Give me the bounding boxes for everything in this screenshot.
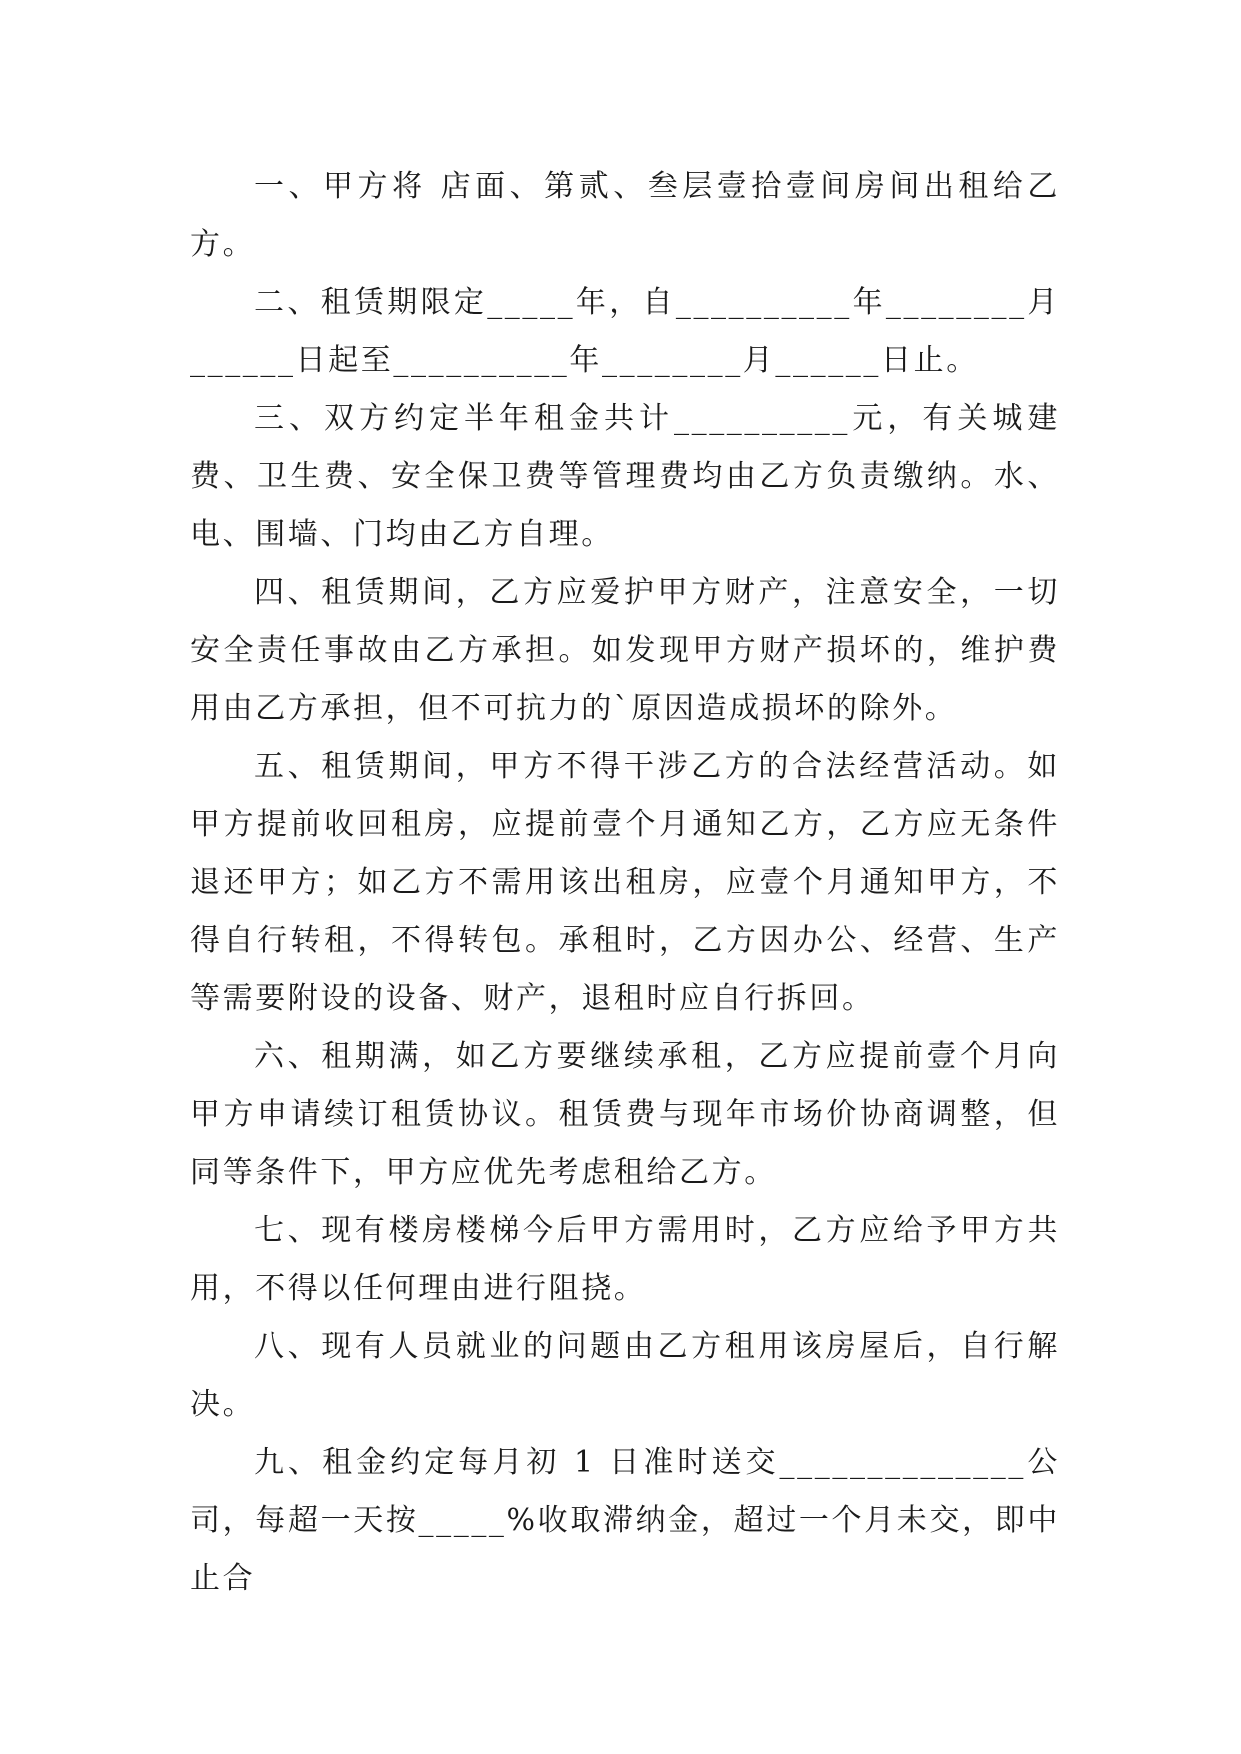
- clause-4: 四、租赁期间，乙方应爱护甲方财产，注意安全，一切安全责任事故由乙方承担。如发现甲方财产损坏的，维护费用由乙方承担，但不可抗力的`原因造成损坏的除外。: [190, 575, 1060, 726]
- clause-6: 六、租期满，如乙方要继续承租，乙方应提前壹个月向甲方申请续订租赁协议。租赁费与现年市场价协商调整，但同等条件下，甲方应优先考虑租给乙方。: [190, 1039, 1060, 1190]
- clause-9: 九、租金约定每月初 1 日准时送交______________公司，每超一天按_____%收取滞纳金，超过一个月未交，即中止合: [190, 1445, 1060, 1596]
- clause-2: 二、租赁期限定_____年，自__________年________月______日起至__________年________月______日止。: [190, 285, 1060, 378]
- clause-1: 一、甲方将 店面、第贰、叁层壹拾壹间房间出租给乙方。: [190, 169, 1060, 262]
- clause-8: 八、现有人员就业的问题由乙方租用该房屋后，自行解决。: [190, 1329, 1060, 1422]
- clause-3: 三、双方约定半年租金共计__________元，有关城建费、卫生费、安全保卫费等管理费均由乙方负责缴纳。水、电、围墙、门均由乙方自理。: [190, 401, 1060, 552]
- clause-7: 七、现有楼房楼梯今后甲方需用时，乙方应给予甲方共用，不得以任何理由进行阻挠。: [190, 1213, 1060, 1306]
- document-body: [190, 158, 1060, 1608]
- clause-5: 五、租赁期间，甲方不得干涉乙方的合法经营活动。如甲方提前收回租房，应提前壹个月通知乙方，乙方应无条件退还甲方；如乙方不需用该出租房，应壹个月通知甲方，不得自行转租，不得转包。承租时，乙方因办公、经营、生产等需要附设的设备、财产，退租时应自行拆回。: [190, 749, 1060, 1016]
